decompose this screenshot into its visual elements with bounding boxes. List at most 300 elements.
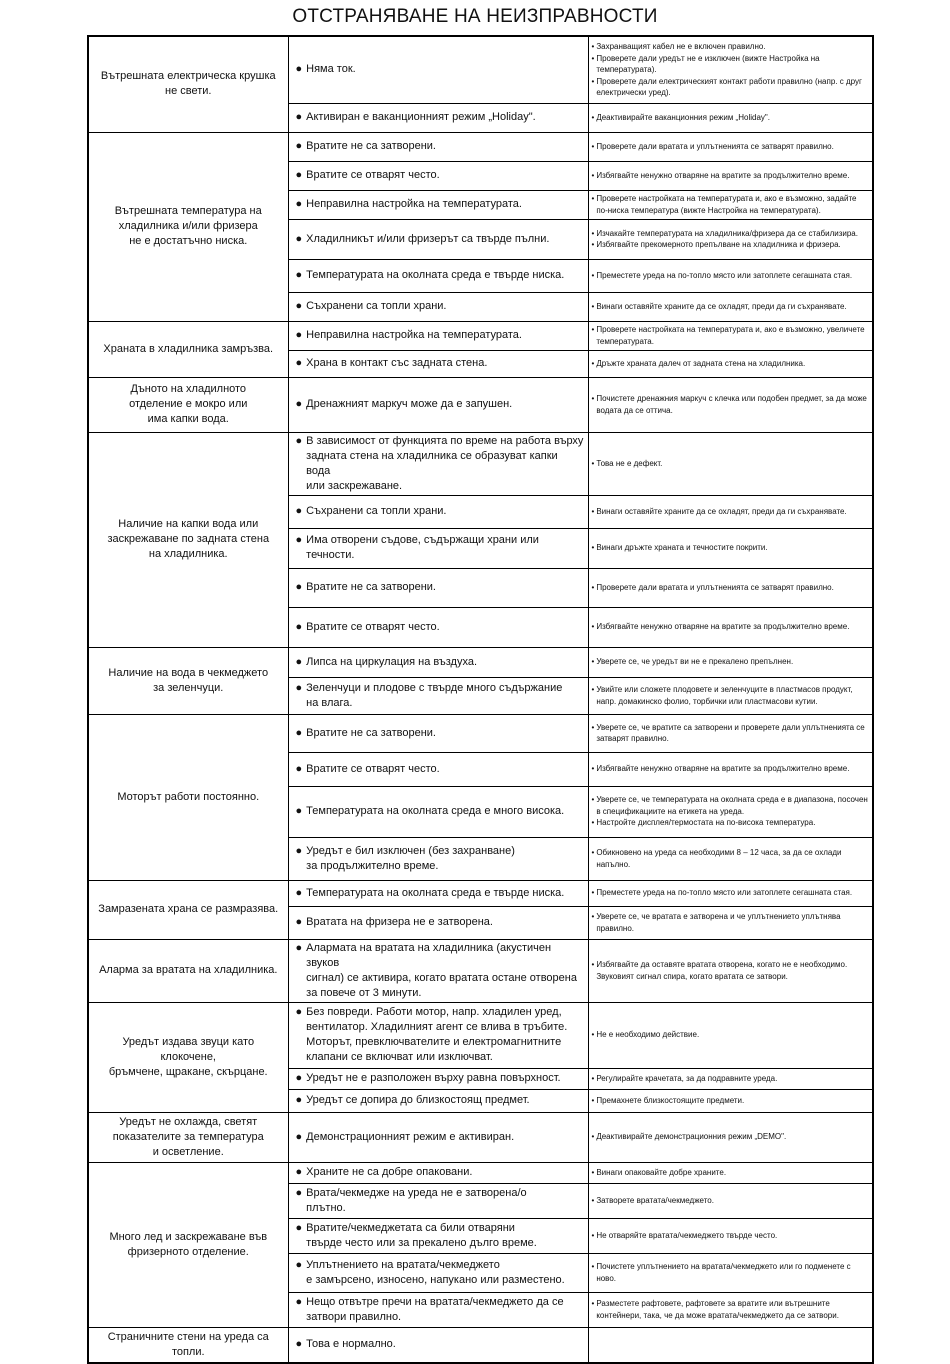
cause-text xyxy=(306,397,512,412)
cause-item xyxy=(296,356,584,371)
cause-item xyxy=(296,268,584,283)
table-row xyxy=(88,1002,873,1068)
cause-text xyxy=(306,62,356,77)
solution-cell xyxy=(588,880,873,906)
solution-item xyxy=(592,358,870,370)
cause-line: Вратите се отварят често. xyxy=(306,620,440,633)
cause-line: е замърсено, износено, напукано или разместено. xyxy=(306,1273,565,1286)
bullet-marker: ● xyxy=(295,681,303,694)
solution-cell xyxy=(588,36,873,103)
cause-line: за повече от 3 минути. xyxy=(306,986,422,999)
cause-cell xyxy=(288,714,588,752)
cause-item xyxy=(296,434,584,494)
solution-item xyxy=(592,1095,870,1107)
bullet-marker: ● xyxy=(295,805,303,817)
bullet-marker: • xyxy=(591,888,595,898)
bullet-marker: • xyxy=(591,848,595,857)
cause-text xyxy=(306,356,487,371)
problem-cell xyxy=(88,321,288,377)
solution-cell xyxy=(588,1002,873,1068)
cause-item xyxy=(296,328,584,343)
cause-cell xyxy=(288,1112,588,1162)
cause-cell xyxy=(288,1253,588,1292)
cause-cell xyxy=(288,786,588,837)
cause-text xyxy=(306,504,446,519)
cause-cell xyxy=(288,495,588,528)
solution-cell xyxy=(588,161,873,190)
problem-cell xyxy=(88,132,288,321)
bullet-marker: • xyxy=(591,795,595,805)
cause-cell xyxy=(288,528,588,568)
solution-text: Захранващият кабел не е включен правилно. xyxy=(596,42,766,51)
table-row xyxy=(88,1112,873,1162)
solution-cell xyxy=(588,528,873,568)
cause-text xyxy=(306,168,440,183)
solution-text: Не отваряйте вратата/чекмеджето твърде често. xyxy=(596,1230,778,1240)
solution-text: Избягвайте да оставяте вратата отворена, когато не е необходимо. Звуковият сигнал спира, когато вратата се затвори. xyxy=(596,960,848,981)
cause-text xyxy=(306,1295,563,1325)
solution-item xyxy=(592,393,870,416)
table-row xyxy=(88,647,873,677)
cause-text xyxy=(306,580,436,595)
bullet-marker: ● xyxy=(295,63,303,76)
bullet-marker: • xyxy=(591,722,595,732)
cause-line: Съхранени са топли храни. xyxy=(306,300,447,312)
bullet-marker: ● xyxy=(295,398,303,410)
problem-line: Дъното на хладилното xyxy=(130,383,247,395)
problem-line: Много лед и заскрежаване във xyxy=(109,1230,268,1243)
solution-text: Разместете рафтовете, рафтовете за вратите или вътрешните контейнери, така, че да може вратата/чекмеджето да се затвори. xyxy=(596,1299,839,1320)
solution-item xyxy=(592,722,870,745)
solution-cell xyxy=(588,1292,873,1327)
cause-line: Врата/чекмедже на уреда не е затворена/о xyxy=(306,1186,527,1199)
bullet-marker: • xyxy=(591,112,595,122)
solution-cell xyxy=(588,1218,873,1253)
bullet-marker: • xyxy=(591,1073,595,1083)
cause-item xyxy=(296,62,584,77)
bullet-marker: ● xyxy=(295,1006,303,1018)
cause-text xyxy=(306,620,440,635)
cause-text xyxy=(306,434,583,494)
solution-text: Проверете дали вратата и уплътненията се затварят правилно. xyxy=(596,141,834,151)
cause-line: Зеленчуци и плодове с твърде много съдържание xyxy=(306,681,563,694)
solution-text: Премахнете близкостоящите предмети. xyxy=(596,1095,745,1105)
cause-line: клапани се включват или изключват. xyxy=(306,1051,493,1063)
bullet-marker: • xyxy=(591,657,595,667)
cause-cell xyxy=(288,647,588,677)
problem-line: Вътрешната температура на xyxy=(114,205,262,217)
bullet-marker: • xyxy=(591,394,595,403)
solution-text: Винаги опаковайте добре храните. xyxy=(596,1167,727,1177)
cause-line: Температурата на околната среда е твърде ниска. xyxy=(306,886,565,899)
bullet-marker: • xyxy=(591,301,595,311)
solution-text: Проверете настройката на температурата и, ако е възможно, задайте по-ниска температура (вижте Настройка на температурата). xyxy=(596,194,857,215)
bullet-marker: ● xyxy=(295,1166,303,1178)
solution-item xyxy=(592,239,870,251)
solution-item xyxy=(592,1298,870,1321)
cause-item xyxy=(296,804,584,819)
cause-cell xyxy=(288,906,588,939)
cause-item xyxy=(296,941,584,1001)
cause-cell xyxy=(288,36,588,103)
table-row xyxy=(88,1327,873,1363)
cause-line: Има отворени съдове, съдържащи храни или течности. xyxy=(306,534,539,561)
problem-cell xyxy=(88,880,288,939)
cause-line: на влага. xyxy=(306,696,353,709)
bullet-marker: ● xyxy=(295,1130,303,1143)
cause-line: Хладилникът и/или фризерът са твърде пълни. xyxy=(306,232,550,245)
solution-cell xyxy=(588,906,873,939)
solution-text: Избягвайте ненужно отваряне на вратите за продължително време. xyxy=(596,764,850,774)
bullet-marker: ● xyxy=(295,169,303,181)
solution-item xyxy=(592,847,870,870)
solution-item xyxy=(592,193,870,216)
cause-cell xyxy=(288,432,588,495)
solution-item xyxy=(592,817,870,829)
solution-item xyxy=(592,112,870,124)
solution-item xyxy=(592,1230,870,1242)
table-row xyxy=(88,377,873,432)
problem-cell xyxy=(88,647,288,714)
cause-cell xyxy=(288,132,588,161)
solution-text: Увийте или сложете плодовете и зеленчуците в пластмасов продукт, напр. домакинско фолио, торбички или пластмасови кутии. xyxy=(596,685,853,706)
cause-line: затвори правилно. xyxy=(306,1310,402,1323)
cause-cell xyxy=(288,1183,588,1218)
cause-item xyxy=(296,620,584,635)
solution-item xyxy=(592,301,870,313)
solution-item xyxy=(592,458,870,470)
cause-text xyxy=(306,844,515,874)
bullet-marker: ● xyxy=(295,581,303,593)
cause-line: за продължително време. xyxy=(306,859,439,872)
solution-text: Избягвайте ненужно отваряне на вратите за продължително време. xyxy=(596,170,850,180)
cause-line: или заскрежаване. xyxy=(306,479,403,492)
table-row xyxy=(88,1162,873,1183)
solution-item xyxy=(592,582,870,594)
cause-line: В зависимост от функцията по време на работа върху xyxy=(306,434,584,447)
bullet-marker: • xyxy=(591,270,595,280)
cause-item xyxy=(296,886,584,901)
bullet-marker: • xyxy=(591,764,595,774)
bullet-marker: ● xyxy=(295,1338,303,1350)
cause-line: сигнал) се активира, когато вратата остане отворена xyxy=(306,971,577,984)
cause-cell xyxy=(288,607,588,647)
solution-cell xyxy=(588,1327,873,1363)
bullet-marker: ● xyxy=(295,844,303,857)
solution-cell xyxy=(588,259,873,292)
solution-item xyxy=(592,506,870,518)
solution-cell xyxy=(588,321,873,350)
problem-line: не е достатъчно ниска. xyxy=(129,235,248,247)
solution-text: Почистете дренажния маркуч с клечка или подобен предмет, за да може водата да се оттича. xyxy=(596,394,867,415)
troubleshooting-table-body xyxy=(88,36,873,1363)
cause-line: Храна в контакт със задната стена. xyxy=(306,357,488,369)
bullet-marker: • xyxy=(591,1132,595,1142)
cause-line: Вратите се отварят често. xyxy=(306,169,440,181)
cause-text xyxy=(306,1093,529,1108)
cause-line: Нещо отвътре пречи на вратата/чекмеджето да се xyxy=(306,1295,564,1308)
cause-line: Активиран е ваканционният режим „Holiday". xyxy=(306,111,536,123)
cause-text xyxy=(306,1071,560,1086)
solution-text: Деактивирайте ваканционния режим „Holiday". xyxy=(596,112,770,122)
bullet-marker: • xyxy=(591,170,595,180)
solution-cell xyxy=(588,103,873,132)
solution-text: Дръжте храната далеч от задната стена на хладилника. xyxy=(596,358,806,368)
bullet-marker: ● xyxy=(295,916,303,928)
solution-item xyxy=(592,1261,870,1284)
solution-item xyxy=(592,41,870,53)
solution-cell xyxy=(588,568,873,607)
cause-item xyxy=(296,1005,584,1065)
cause-cell xyxy=(288,1002,588,1068)
cause-line: Това е нормално. xyxy=(306,1338,396,1350)
problem-cell xyxy=(88,1327,288,1363)
bullet-marker: • xyxy=(591,1030,595,1040)
cause-item xyxy=(296,1221,584,1251)
table-row xyxy=(88,432,873,495)
cause-line: Вратите/чекмеджетата са били отваряни xyxy=(306,1221,515,1234)
bullet-marker: ● xyxy=(295,300,303,312)
solution-text: Преместете уреда на по-топло място или затоплете сегашната стая. xyxy=(596,270,853,280)
problem-line: Моторът работи постоянно. xyxy=(117,790,260,803)
problem-line: на хладилника. xyxy=(148,548,228,560)
solution-cell xyxy=(588,939,873,1002)
solution-cell xyxy=(588,752,873,786)
cause-cell xyxy=(288,377,588,432)
cause-text xyxy=(306,1005,567,1065)
cause-text xyxy=(306,1165,472,1180)
problem-line: има капки вода. xyxy=(147,413,229,425)
cause-item xyxy=(296,1130,584,1145)
solution-item xyxy=(592,763,870,775)
problem-line: Страничните стени на уреда са топли. xyxy=(107,1330,269,1358)
cause-text xyxy=(306,915,493,930)
solution-text: Затворете вратата/чекмеджето. xyxy=(596,1195,714,1205)
cause-line: Уредът е бил изключен (без захранване) xyxy=(306,844,515,857)
problem-cell xyxy=(88,939,288,1002)
bullet-marker: • xyxy=(591,53,595,63)
table-row xyxy=(88,880,873,906)
page-title: ОТСТРАНЯВАНЕ НА НЕИЗПРАВНОСТИ xyxy=(292,6,658,27)
problem-cell xyxy=(88,1162,288,1327)
solution-text: Избягвайте прекомерното препълване на хладилника и фризера. xyxy=(596,240,841,249)
cause-line: Температурата на околната среда е много висока. xyxy=(306,805,565,817)
problem-line: хладилника и/или фризера xyxy=(118,220,258,232)
problem-cell xyxy=(88,714,288,880)
solution-text: Проверете дали вратата и уплътненията се затварят правилно. xyxy=(596,582,834,592)
solution-cell xyxy=(588,714,873,752)
cause-cell xyxy=(288,1068,588,1089)
bullet-marker: • xyxy=(591,506,595,516)
solution-text: Уверете се, че уредът ви не е прекалено препълнен. xyxy=(596,657,794,667)
problem-cell xyxy=(88,377,288,432)
cause-item xyxy=(296,1186,584,1216)
solution-cell xyxy=(588,350,873,377)
cause-cell xyxy=(288,939,588,1002)
solution-text: Уверете се, че температурата на околната среда е в диапазона, посочен в спецификациите на етикета на уреда. xyxy=(596,795,868,816)
solution-item xyxy=(592,53,870,76)
cause-item xyxy=(296,533,584,563)
problem-cell xyxy=(88,1112,288,1162)
problem-line: Наличие на вода в чекмеджето xyxy=(108,666,269,679)
bullet-marker: • xyxy=(591,1299,595,1308)
problem-line: показателите за температура xyxy=(112,1130,264,1143)
bullet-marker: • xyxy=(591,1167,595,1177)
bullet-marker: • xyxy=(591,358,595,368)
cause-text xyxy=(306,328,522,343)
bullet-marker: • xyxy=(591,228,595,238)
bullet-marker: ● xyxy=(295,1258,303,1271)
solution-item xyxy=(592,542,870,554)
solution-text: Изчакайте температурата на хладилника/фризера да се стабилизира. xyxy=(596,228,858,238)
bullet-marker: • xyxy=(591,960,595,969)
cause-item xyxy=(296,681,584,711)
cause-line: Няма ток. xyxy=(306,63,356,76)
cause-cell xyxy=(288,190,588,219)
solution-text: Уверете се, че вратата е затворена и че уплътнението уплътнява правилно. xyxy=(596,912,841,933)
bullet-marker: ● xyxy=(295,140,303,152)
cause-item xyxy=(296,1093,584,1108)
bullet-marker: • xyxy=(591,141,595,151)
problem-line: Наличие на капки вода или xyxy=(118,518,259,530)
bullet-marker: • xyxy=(591,912,595,921)
cause-item xyxy=(296,397,584,412)
cause-line: Дренажният маркуч може да е запушен. xyxy=(306,398,513,410)
solution-text: Почистете уплътнението на вратата/чекмеджето или го подменете с ново. xyxy=(596,1262,851,1283)
cause-line: вентилатор. Хладилният агент се влива в тръбите. xyxy=(306,1021,568,1033)
bullet-marker: ● xyxy=(295,534,303,546)
cause-line: Неправилна настройка на температурата. xyxy=(306,198,522,210)
problem-line: Аларма за вратата на хладилника. xyxy=(99,964,278,976)
solution-cell xyxy=(588,1068,873,1089)
cause-line: Липса на циркулация на въздуха. xyxy=(306,655,478,668)
cause-item xyxy=(296,1295,584,1325)
cause-text xyxy=(306,681,562,711)
solution-cell xyxy=(588,607,873,647)
bullet-marker: • xyxy=(591,622,595,632)
cause-line: задната стена на хладилника се образуват капки вода xyxy=(306,449,558,477)
cause-text xyxy=(306,726,436,741)
solution-item xyxy=(592,1029,870,1041)
bullet-marker: • xyxy=(591,42,595,51)
cause-item xyxy=(296,726,584,741)
bullet-marker: ● xyxy=(295,198,303,210)
cause-line: Храните не са добре опаковани. xyxy=(306,1166,473,1178)
cause-cell xyxy=(288,292,588,321)
solution-cell xyxy=(588,292,873,321)
cause-text xyxy=(306,1337,396,1352)
cause-text xyxy=(306,941,583,1001)
troubleshooting-table xyxy=(87,35,874,1364)
solution-text: Регулирайте крачетата, за да подравните уреда. xyxy=(596,1073,778,1083)
solution-text: Преместете уреда на по-топло място или затоплете сегашната стая. xyxy=(596,888,853,898)
solution-item xyxy=(592,794,870,817)
solution-cell xyxy=(588,495,873,528)
bullet-marker: • xyxy=(591,1230,595,1240)
solution-item xyxy=(592,887,870,899)
bullet-marker: • xyxy=(591,1095,595,1105)
cause-item xyxy=(296,1258,584,1288)
cause-line: Уредът не е разположен върху равна повърхност. xyxy=(306,1072,561,1084)
solution-cell xyxy=(588,132,873,161)
solution-text: Обикновено на уреда са необходими 8 – 12 часа, за да се охлади напълно. xyxy=(596,848,842,869)
cause-text xyxy=(306,299,446,314)
table-row xyxy=(88,939,873,1002)
cause-item xyxy=(296,299,584,314)
cause-item xyxy=(296,915,584,930)
bullet-marker: • xyxy=(591,194,595,203)
cause-cell xyxy=(288,219,588,259)
cause-cell xyxy=(288,752,588,786)
cause-text xyxy=(306,268,564,283)
solution-cell xyxy=(588,1112,873,1162)
solution-cell xyxy=(588,647,873,677)
cause-text xyxy=(306,1221,537,1251)
cause-cell xyxy=(288,161,588,190)
solution-text: Винаги дръжте храната и течностите покрити. xyxy=(596,543,768,553)
cause-text xyxy=(306,533,583,563)
solution-cell xyxy=(588,1089,873,1112)
cause-cell xyxy=(288,837,588,880)
bullet-marker: • xyxy=(591,76,595,86)
cause-line: Демонстрационният режим е активиран. xyxy=(306,1130,515,1143)
cause-cell xyxy=(288,880,588,906)
bullet-marker: ● xyxy=(295,726,303,739)
table-row xyxy=(88,714,873,752)
table-row xyxy=(88,36,873,103)
table-row xyxy=(88,132,873,161)
bullet-marker: ● xyxy=(295,762,303,775)
cause-item xyxy=(296,1337,584,1352)
solution-text: Винаги оставяйте храните да се охладят, преди да ги съхранявате. xyxy=(596,301,847,311)
problem-line: отделение е мокро или xyxy=(129,398,248,410)
cause-cell xyxy=(288,321,588,350)
solution-text: Това не е дефект. xyxy=(596,458,663,468)
cause-text xyxy=(306,1258,565,1288)
bullet-marker: ● xyxy=(295,620,303,633)
cause-text xyxy=(306,110,536,125)
solution-cell xyxy=(588,219,873,259)
solution-item xyxy=(592,911,870,934)
solution-item xyxy=(592,141,870,153)
cause-line: Вратата на фризера не е затворена. xyxy=(306,916,493,928)
problem-cell xyxy=(88,1002,288,1112)
cause-line: Неправилна настройка на температурата. xyxy=(306,329,522,341)
bullet-marker: ● xyxy=(295,1094,303,1106)
solution-item xyxy=(592,1131,870,1143)
solution-cell xyxy=(588,1162,873,1183)
cause-cell xyxy=(288,259,588,292)
cause-line: плътно. xyxy=(306,1201,346,1214)
solution-cell xyxy=(588,1183,873,1218)
solution-item xyxy=(592,324,870,347)
solution-item xyxy=(592,684,870,707)
cause-cell xyxy=(288,103,588,132)
table-row xyxy=(88,321,873,350)
cause-line: Уредът се допира до близкостоящ предмет. xyxy=(306,1094,530,1106)
bullet-marker: ● xyxy=(295,434,303,447)
solution-item xyxy=(592,76,870,99)
cause-line: Вратите не са затворени. xyxy=(306,726,436,739)
cause-line: Без повреди. Работи мотор, напр. хладилен уред, xyxy=(306,1006,562,1018)
cause-item xyxy=(296,110,584,125)
problem-line: бръмчене, щракане, скърцане. xyxy=(108,1065,268,1078)
problem-line: и осветление. xyxy=(152,1145,224,1158)
cause-item xyxy=(296,232,584,247)
cause-line: Уплътнението на вратата/чекмеджето xyxy=(306,1258,500,1271)
cause-text xyxy=(306,197,522,212)
bullet-marker: ● xyxy=(295,329,303,341)
